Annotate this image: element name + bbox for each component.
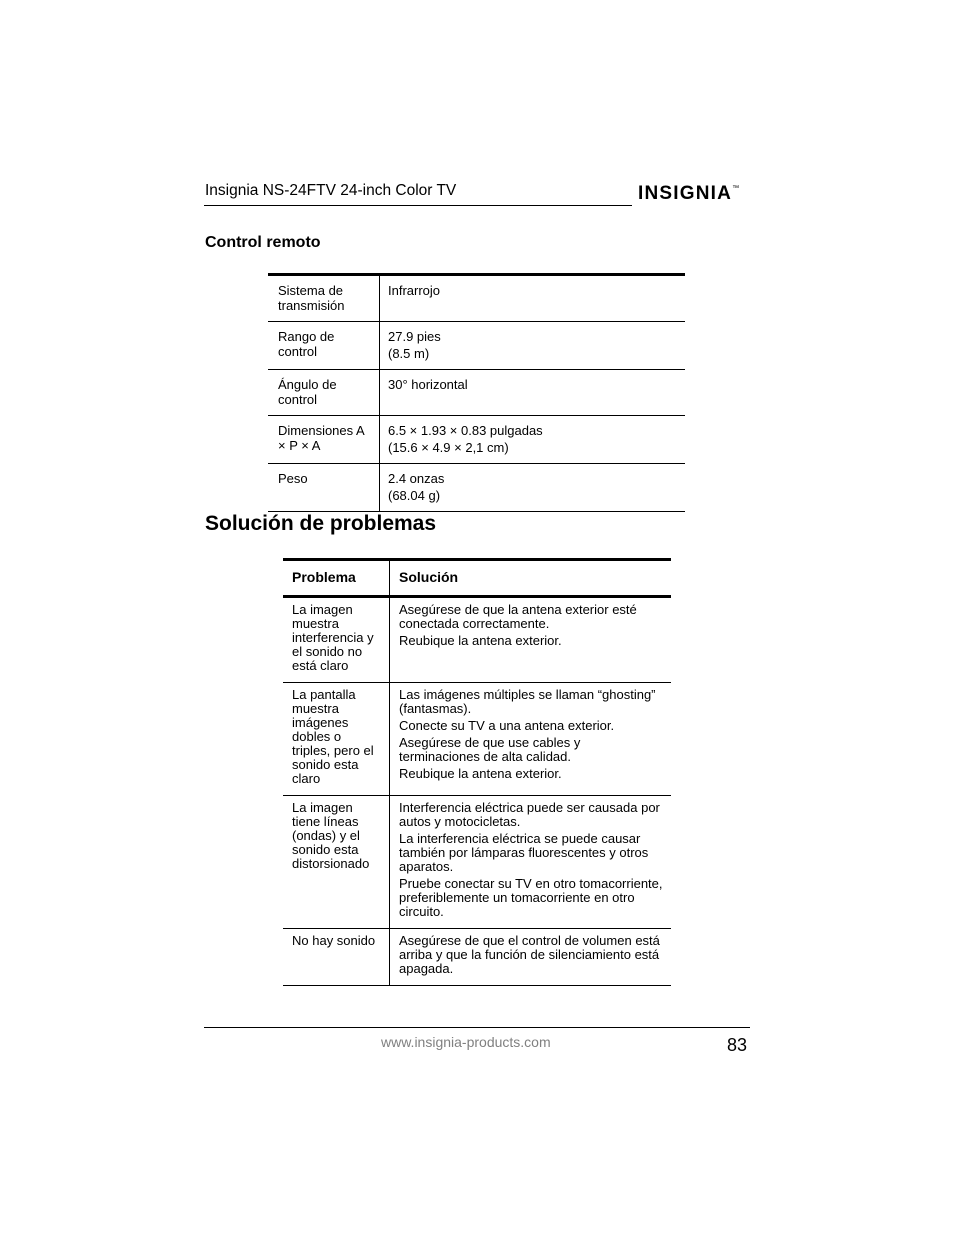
table-row bbox=[268, 370, 685, 416]
table-row bbox=[283, 683, 671, 796]
spec-label: Rango de control bbox=[268, 322, 380, 370]
insignia-logo bbox=[638, 183, 739, 205]
column-header-solucion: Solución bbox=[390, 560, 672, 597]
problem-cell: No hay sonido bbox=[283, 929, 390, 986]
spec-value bbox=[380, 275, 686, 322]
solution-cell bbox=[390, 683, 672, 796]
solution-cell bbox=[390, 929, 672, 986]
table-row bbox=[283, 796, 671, 929]
spec-value-line: 30° horizontal bbox=[388, 377, 468, 392]
solution-step: Reubique la antena exterior. bbox=[399, 766, 562, 781]
spec-value-line: (68.04 g) bbox=[388, 487, 441, 503]
spec-value bbox=[380, 416, 686, 464]
header-divider bbox=[204, 205, 632, 206]
spec-value bbox=[380, 322, 686, 370]
solution-step: Interferencia eléctrica puede ser causada por autos y motocicletas. bbox=[399, 800, 660, 829]
solution-step: Conecte su TV a una antena exterior. bbox=[399, 718, 615, 733]
remote-spec-table bbox=[268, 273, 685, 512]
solution-step: Pruebe conectar su TV en otro tomacorriente, preferiblemente un tomacorriente en otro circuito. bbox=[399, 876, 663, 919]
table-row bbox=[268, 416, 685, 464]
table-row bbox=[283, 929, 671, 986]
solution-cell bbox=[390, 796, 672, 929]
problem-cell: La imagen tiene líneas (ondas) y el sonido esta distorsionado bbox=[283, 796, 390, 929]
table-row bbox=[268, 464, 685, 512]
section-heading-solucion-de-problemas: Solución de problemas bbox=[205, 512, 437, 535]
spec-value-line: Infrarrojo bbox=[388, 283, 441, 298]
spec-value-line: 2.4 onzas bbox=[388, 471, 445, 486]
spec-label: Dimensiones A × P × A bbox=[268, 416, 380, 464]
logo-text: INSIGNIA bbox=[638, 183, 733, 204]
solution-step: Asegúrese de que el control de volumen está arriba y que la función de silenciamiento está apagada. bbox=[399, 933, 660, 976]
table-header-row bbox=[283, 560, 671, 597]
solution-step: Asegúrese de que la antena exterior esté conectada correctamente. bbox=[399, 602, 637, 631]
column-header-problema: Problema bbox=[283, 560, 390, 597]
spec-value bbox=[380, 464, 686, 512]
troubleshooting-table bbox=[283, 558, 671, 986]
spec-value-line: 6.5 × 1.93 × 0.83 pulgadas bbox=[388, 423, 543, 438]
section-heading-control-remoto: Control remoto bbox=[205, 234, 321, 251]
solution-step: La interferencia eléctrica se puede causar también por lámparas fluorescentes y otros aparatos. bbox=[399, 831, 649, 874]
spec-label: Ángulo de control bbox=[268, 370, 380, 416]
document-title: Insignia NS-24FTV 24-inch Color TV bbox=[205, 182, 457, 199]
solution-step: Las imágenes múltiples se llaman “ghosting” (fantasmas). bbox=[399, 687, 656, 716]
spec-value bbox=[380, 370, 686, 416]
spec-value-line: 27.9 pies bbox=[388, 329, 441, 344]
spec-label: Sistema de transmisión bbox=[268, 275, 380, 322]
solution-cell bbox=[390, 597, 672, 683]
table-row bbox=[268, 275, 685, 322]
footer-divider bbox=[204, 1027, 750, 1028]
problem-cell: La imagen muestra interferencia y el sonido no está claro bbox=[283, 597, 390, 683]
spec-value-line: (15.6 × 4.9 × 2,1 cm) bbox=[388, 439, 509, 455]
solution-step: Asegúrese de que use cables y terminaciones de alta calidad. bbox=[399, 735, 581, 764]
page-number: 83 bbox=[727, 1035, 748, 1055]
problem-cell: La pantalla muestra imágenes dobles o triples, pero el sonido esta claro bbox=[283, 683, 390, 796]
spec-value-line: (8.5 m) bbox=[388, 345, 430, 361]
table-row bbox=[268, 322, 685, 370]
spec-label: Peso bbox=[268, 464, 380, 512]
trademark-symbol: ™ bbox=[732, 185, 740, 192]
table-row bbox=[283, 597, 671, 683]
solution-step: Reubique la antena exterior. bbox=[399, 633, 562, 648]
footer-url[interactable]: www.insignia-products.com bbox=[381, 1034, 551, 1050]
